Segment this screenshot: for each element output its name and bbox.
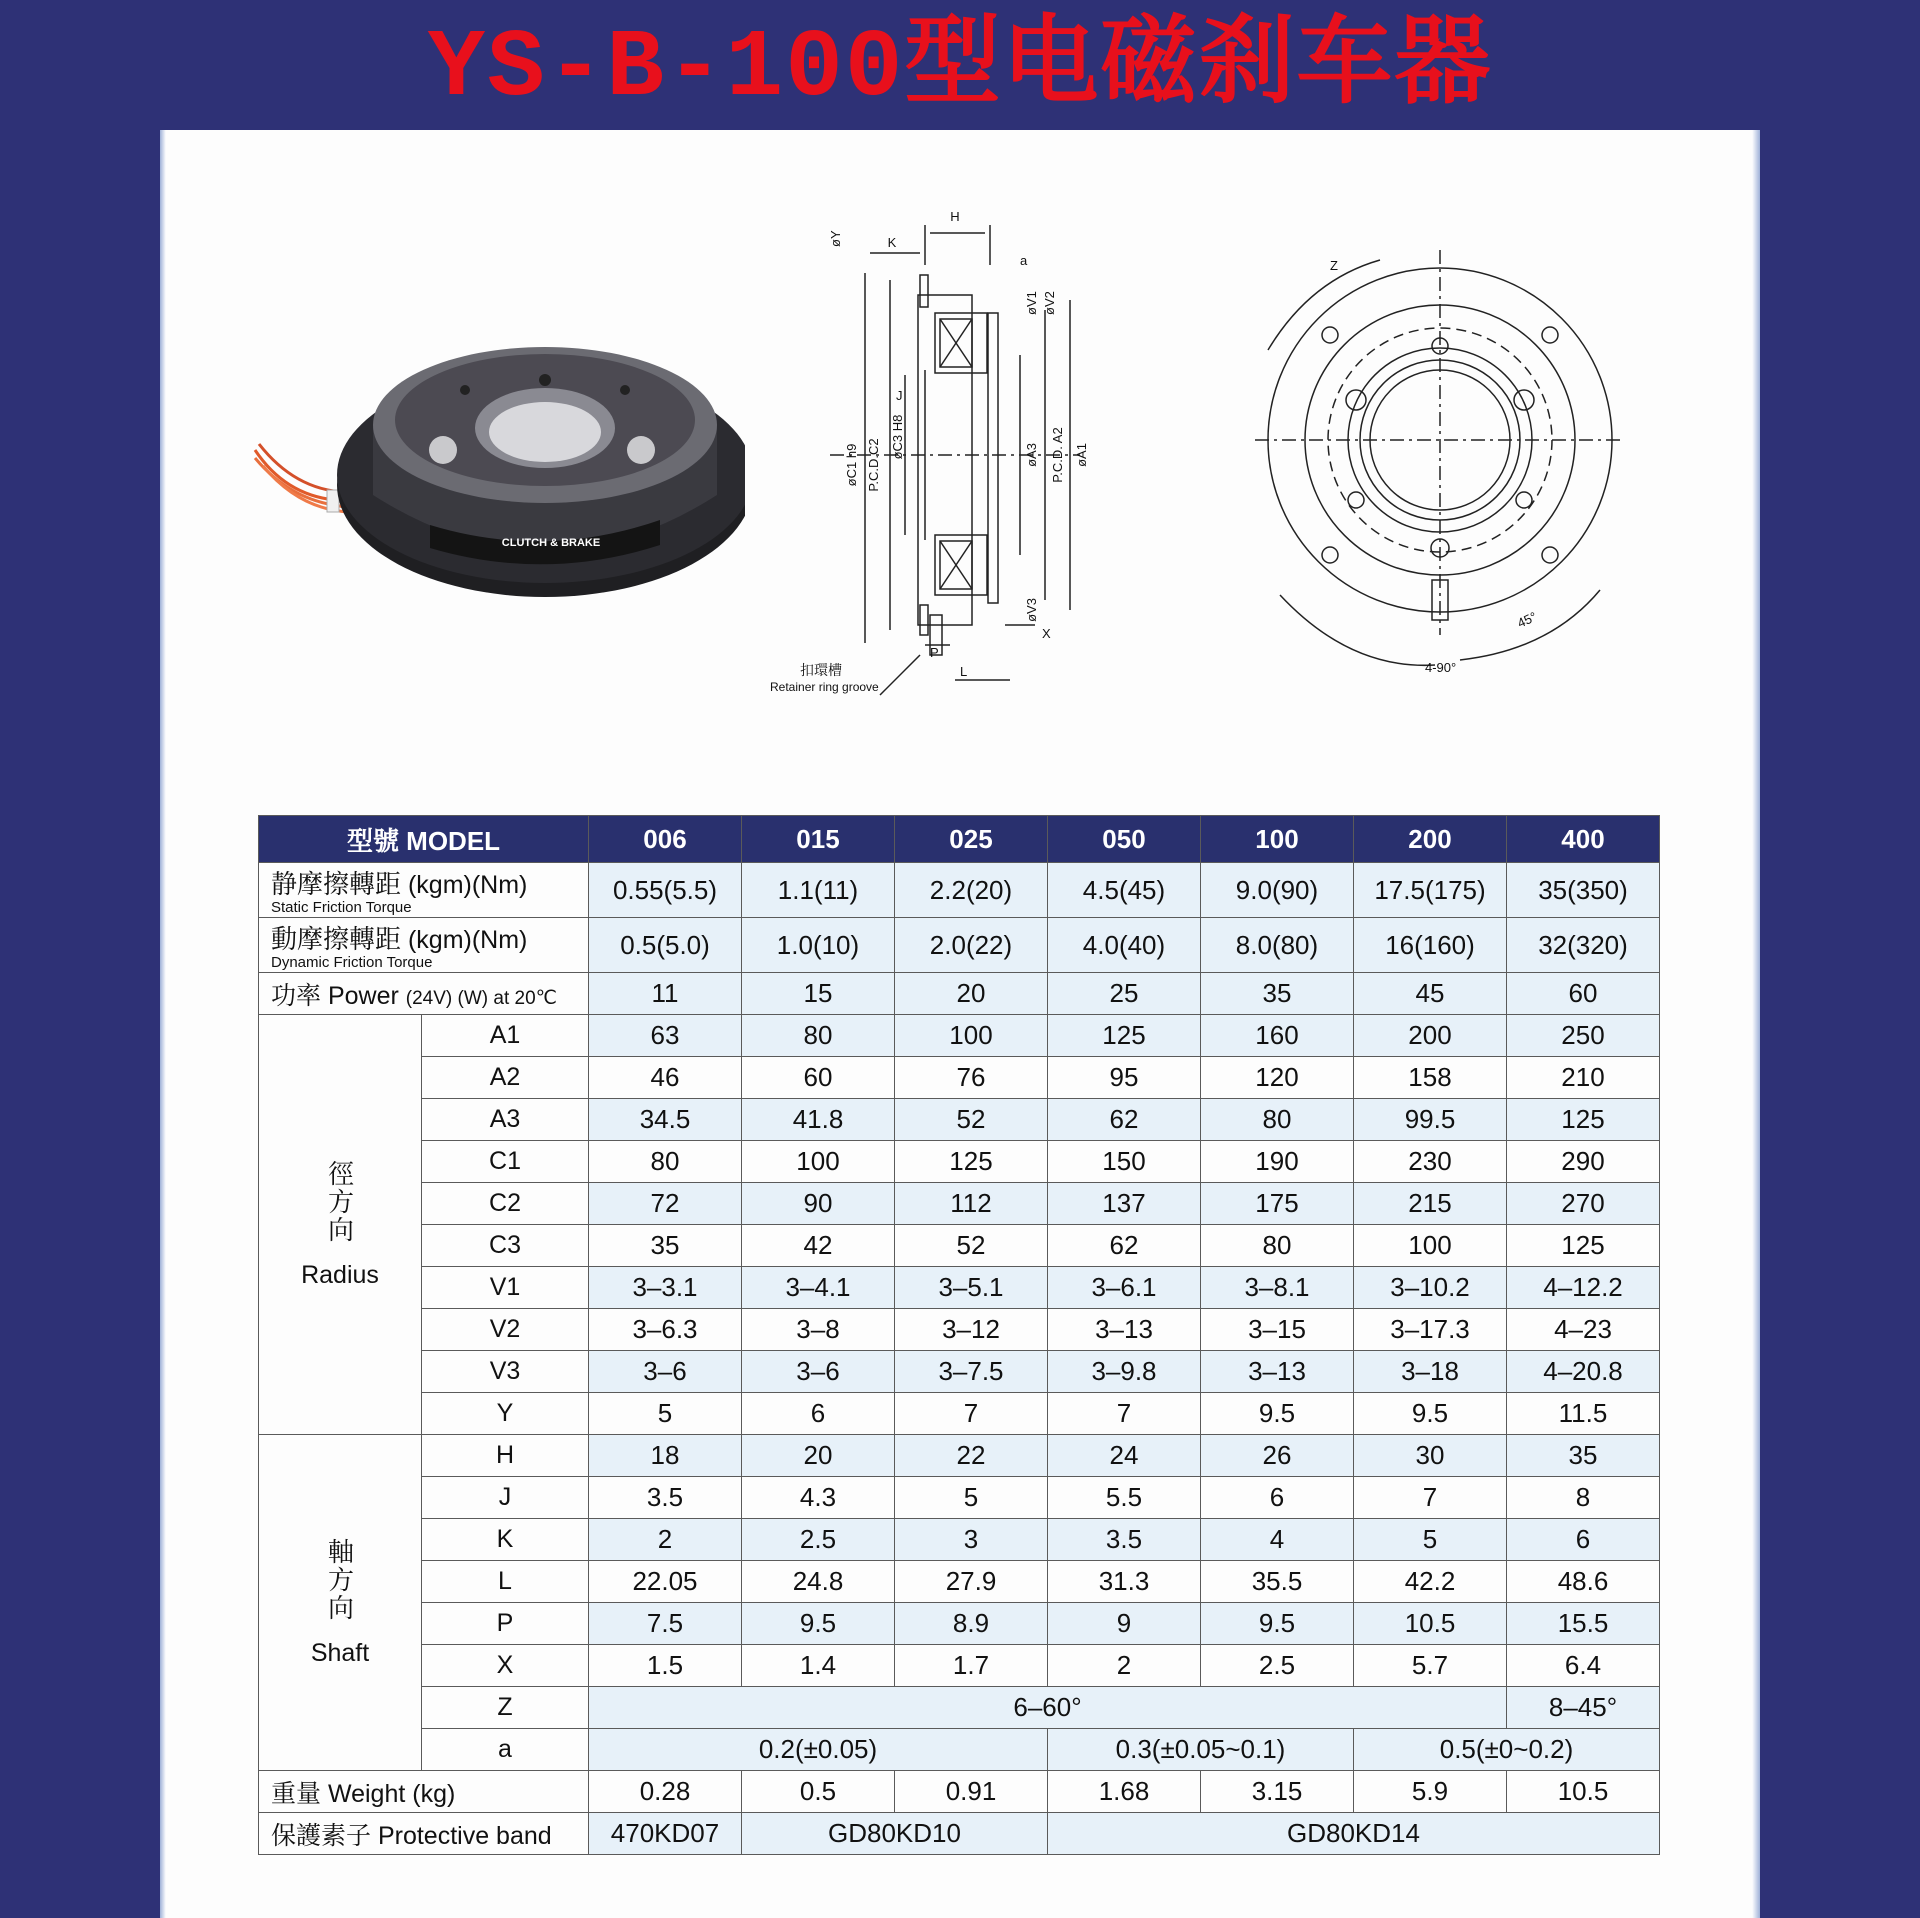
cell: 76 (895, 1057, 1048, 1099)
cell: 30 (1354, 1435, 1507, 1477)
dim-v3: øV3 (1024, 598, 1039, 622)
power-row (259, 973, 1660, 1015)
cell: GD80KD14 (1048, 1813, 1660, 1855)
cell: 4.0(40) (1048, 918, 1201, 973)
radius_group-label (259, 1015, 422, 1435)
cell: 3 (895, 1519, 1048, 1561)
dim-l: L (960, 664, 968, 679)
table-row (259, 1015, 1660, 1057)
cell: 63 (589, 1015, 742, 1057)
row-label: V1 (422, 1267, 589, 1309)
table-row (259, 1393, 1660, 1435)
cell: 4–20.8 (1507, 1351, 1660, 1393)
dim-j: J (896, 388, 903, 403)
cell: 5 (589, 1393, 742, 1435)
table-row (259, 1603, 1660, 1645)
radius_group-label-cn: 徑方向 (324, 1159, 355, 1244)
cell: 1.68 (1048, 1771, 1201, 1813)
cell: 200 (1354, 1015, 1507, 1057)
cell: 100 (895, 1015, 1048, 1057)
cell: 125 (1507, 1099, 1660, 1141)
cell: 1.1(11) (742, 863, 895, 918)
cell: 190 (1201, 1141, 1354, 1183)
cell: 99.5 (1354, 1099, 1507, 1141)
cell: 25 (1048, 973, 1201, 1015)
cell: 8 (1507, 1477, 1660, 1519)
band-label: 保護素子 Protective band (259, 1813, 589, 1855)
cell: 1.5 (589, 1645, 742, 1687)
table-row (259, 1099, 1660, 1141)
cell: 32(320) (1507, 918, 1660, 973)
cell: 8.9 (895, 1603, 1048, 1645)
row-label: A2 (422, 1057, 589, 1099)
cell: 5.5 (1048, 1477, 1201, 1519)
dynamic-torque-en: Dynamic Friction Torque (271, 954, 433, 971)
cell: 3.15 (1201, 1771, 1354, 1813)
dim-c3: øC3 H8 (890, 414, 905, 460)
cell: 0.5(5.0) (589, 918, 742, 973)
cell: 230 (1354, 1141, 1507, 1183)
cell: 137 (1048, 1183, 1201, 1225)
header-model: 型號 MODEL (259, 816, 589, 863)
radius_group-label-en: Radius (301, 1260, 379, 1289)
cell: 3.5 (1048, 1519, 1201, 1561)
shaft_group-label (259, 1435, 422, 1771)
cell: 7.5 (589, 1603, 742, 1645)
cell: 9.5 (742, 1603, 895, 1645)
cell: 3–6 (589, 1351, 742, 1393)
cell: 210 (1507, 1057, 1660, 1099)
cell: 0.5(±0~0.2) (1354, 1729, 1660, 1771)
cell: 7 (895, 1393, 1048, 1435)
cell: 22.05 (589, 1561, 742, 1603)
cell: 3–9.8 (1048, 1351, 1201, 1393)
header-model-400: 400 (1507, 816, 1660, 863)
side-section-drawing (770, 205, 1110, 705)
cell: 11.5 (1507, 1393, 1660, 1435)
cell: 15.5 (1507, 1603, 1660, 1645)
dynamic-torque-label (259, 918, 589, 973)
cell: 2.5 (742, 1519, 895, 1561)
cell: 215 (1354, 1183, 1507, 1225)
cell: 125 (1048, 1015, 1201, 1057)
cell: 20 (895, 973, 1048, 1015)
table-row (259, 1351, 1660, 1393)
static-torque-label (259, 863, 589, 918)
cell: 4–23 (1507, 1309, 1660, 1351)
cell: 2 (1048, 1645, 1201, 1687)
cell: 16(160) (1354, 918, 1507, 973)
header-row (259, 816, 1660, 863)
z-row (259, 1687, 1660, 1729)
dim-p: P (930, 645, 939, 660)
cell: 60 (742, 1057, 895, 1099)
cell: 52 (895, 1225, 1048, 1267)
cell: 3–3.1 (589, 1267, 742, 1309)
cell: 24.8 (742, 1561, 895, 1603)
a-row (259, 1729, 1660, 1771)
table-row (259, 1435, 1660, 1477)
cell: 62 (1048, 1099, 1201, 1141)
table-row (259, 1309, 1660, 1351)
groove-label-cn: 扣環槽 (800, 662, 842, 678)
dim-a1: øA1 (1074, 443, 1089, 467)
static-torque-cn: 静摩擦轉距 (271, 869, 402, 899)
cell: 35 (1507, 1435, 1660, 1477)
cell: 470KD07 (589, 1813, 742, 1855)
cell: 17.5(175) (1354, 863, 1507, 918)
cell: 9.0(90) (1201, 863, 1354, 918)
cell: 18 (589, 1435, 742, 1477)
cell: 80 (1201, 1225, 1354, 1267)
static-torque-row (259, 863, 1660, 918)
cell: 10.5 (1354, 1603, 1507, 1645)
static-torque-en: Static Friction Torque (271, 899, 412, 916)
cell: 9.5 (1201, 1393, 1354, 1435)
cell: 0.3(±0.05~0.1) (1048, 1729, 1354, 1771)
dim-v1: øV1 (1024, 291, 1039, 315)
table-row (259, 1183, 1660, 1225)
groove-label-en: Retainer ring groove (770, 680, 879, 694)
cell: 35.5 (1201, 1561, 1354, 1603)
dim-x: X (1042, 626, 1051, 641)
cell: 3–13 (1048, 1309, 1201, 1351)
cell: 31.3 (1048, 1561, 1201, 1603)
cell: 3–15 (1201, 1309, 1354, 1351)
static-torque-unit: (kgm)(Nm) (407, 871, 528, 899)
cell: 42.2 (1354, 1561, 1507, 1603)
row-label: V3 (422, 1351, 589, 1393)
cell: 6.4 (1507, 1645, 1660, 1687)
cell: 4.5(45) (1048, 863, 1201, 918)
table-row (259, 1057, 1660, 1099)
cell: 125 (1507, 1225, 1660, 1267)
row-label: P (422, 1603, 589, 1645)
header-model-050: 050 (1048, 816, 1201, 863)
cell: 3–17.3 (1354, 1309, 1507, 1351)
row-label: Y (422, 1393, 589, 1435)
power-label-text: 功率 Power (271, 981, 399, 1010)
cell: 3–6.3 (589, 1309, 742, 1351)
row-label: C3 (422, 1225, 589, 1267)
cell: 100 (742, 1141, 895, 1183)
row-label: a (422, 1729, 589, 1771)
cell: 250 (1507, 1015, 1660, 1057)
cell: 80 (742, 1015, 895, 1057)
spec-table (258, 815, 1660, 1855)
cell: 3–7.5 (895, 1351, 1048, 1393)
cell: 27.9 (895, 1561, 1048, 1603)
cell: 112 (895, 1183, 1048, 1225)
header-model-100: 100 (1201, 816, 1354, 863)
cell: 6 (1201, 1477, 1354, 1519)
cell: 22 (895, 1435, 1048, 1477)
row-label: L (422, 1561, 589, 1603)
cell: 3–5.1 (895, 1267, 1048, 1309)
cell: 0.55(5.5) (589, 863, 742, 918)
cell: 8–45° (1507, 1687, 1660, 1729)
page-title: YS-B-100型电磁刹车器 (427, 14, 1493, 123)
cell: 9 (1048, 1603, 1201, 1645)
cell: 4–12.2 (1507, 1267, 1660, 1309)
cell: 42 (742, 1225, 895, 1267)
brake-photo (245, 320, 745, 620)
dim-y: øY (828, 230, 843, 247)
row-label: H (422, 1435, 589, 1477)
cell: 4.3 (742, 1477, 895, 1519)
cell: 9.5 (1201, 1603, 1354, 1645)
cell: 270 (1507, 1183, 1660, 1225)
dynamic-torque-cn: 動摩擦轉距 (271, 924, 402, 954)
shaft_group-label-en: Shaft (310, 1638, 370, 1667)
photo-label: CLUTCH & BRAKE (501, 537, 601, 549)
cell: 45 (1354, 973, 1507, 1015)
angle-45: 45° (1514, 608, 1540, 631)
cell: 7 (1354, 1477, 1507, 1519)
dim-a2: P.C.D. A2 (1050, 427, 1065, 483)
table-row (259, 1141, 1660, 1183)
cell: 3–13 (1201, 1351, 1354, 1393)
cell: 15 (742, 973, 895, 1015)
front-view-drawing (1250, 240, 1630, 700)
row-label: K (422, 1519, 589, 1561)
cell: 8.0(80) (1201, 918, 1354, 973)
cell: 4 (1201, 1519, 1354, 1561)
dim-c2: P.C.D.C2 (866, 438, 881, 492)
power-label (259, 973, 589, 1015)
weight-row (259, 1771, 1660, 1813)
cell: 3–6.1 (1048, 1267, 1201, 1309)
cell: 160 (1201, 1015, 1354, 1057)
cell: 62 (1048, 1225, 1201, 1267)
header-model-006: 006 (589, 816, 742, 863)
cell: 41.8 (742, 1099, 895, 1141)
cell: 60 (1507, 973, 1660, 1015)
cell: 35 (589, 1225, 742, 1267)
dynamic-torque-row (259, 918, 1660, 973)
cell: 6–60° (589, 1687, 1507, 1729)
cell: 11 (589, 973, 742, 1015)
dim-z: Z (1330, 258, 1338, 273)
cell: GD80KD10 (742, 1813, 1048, 1855)
cell: 1.7 (895, 1645, 1048, 1687)
cell: 34.5 (589, 1099, 742, 1141)
dim-a3: øA3 (1024, 443, 1039, 467)
cell: 26 (1201, 1435, 1354, 1477)
cell: 10.5 (1507, 1771, 1660, 1813)
cell: 9.5 (1354, 1393, 1507, 1435)
cell: 5.7 (1354, 1645, 1507, 1687)
cell: 3–12 (895, 1309, 1048, 1351)
cell: 6 (742, 1393, 895, 1435)
cell: 5.9 (1354, 1771, 1507, 1813)
cell: 0.2(±0.05) (589, 1729, 1048, 1771)
cell: 3–8 (742, 1309, 895, 1351)
shaft_group-label-cn: 軸方向 (324, 1537, 355, 1622)
row-label: C1 (422, 1141, 589, 1183)
table-row (259, 1519, 1660, 1561)
cell: 0.28 (589, 1771, 742, 1813)
cell: 80 (1201, 1099, 1354, 1141)
cell: 72 (589, 1183, 742, 1225)
header-model-025: 025 (895, 816, 1048, 863)
dynamic-torque-unit: (kgm)(Nm) (407, 926, 528, 954)
cell: 35(350) (1507, 863, 1660, 918)
cell: 3.5 (589, 1477, 742, 1519)
cell: 2.2(20) (895, 863, 1048, 918)
cell: 175 (1201, 1183, 1354, 1225)
cell: 3–6 (742, 1351, 895, 1393)
cell: 90 (742, 1183, 895, 1225)
row-label: X (422, 1645, 589, 1687)
cell: 3–8.1 (1201, 1267, 1354, 1309)
cell: 6 (1507, 1519, 1660, 1561)
weight-label: 重量 Weight (kg) (259, 1771, 589, 1813)
cell: 158 (1354, 1057, 1507, 1099)
angle-4-90: 4-90° (1425, 660, 1457, 675)
row-label: C2 (422, 1183, 589, 1225)
table-row (259, 1645, 1660, 1687)
cell: 290 (1507, 1141, 1660, 1183)
row-label: A3 (422, 1099, 589, 1141)
row-label: Z (422, 1687, 589, 1729)
cell: 80 (589, 1141, 742, 1183)
cell: 2.5 (1201, 1645, 1354, 1687)
row-label: J (422, 1477, 589, 1519)
table-row (259, 1477, 1660, 1519)
cell: 0.5 (742, 1771, 895, 1813)
cell: 5 (1354, 1519, 1507, 1561)
power-unit: (24V) (W) at 20℃ (405, 987, 557, 1009)
cell: 7 (1048, 1393, 1201, 1435)
dim-a: a (1020, 253, 1028, 268)
header-model-200: 200 (1354, 816, 1507, 863)
band-row (259, 1813, 1660, 1855)
cell: 24 (1048, 1435, 1201, 1477)
cell: 100 (1354, 1225, 1507, 1267)
dim-k: K (887, 235, 897, 250)
cell: 2.0(22) (895, 918, 1048, 973)
cell: 46 (589, 1057, 742, 1099)
cell: 1.0(10) (742, 918, 895, 973)
table-row (259, 1561, 1660, 1603)
dim-v2: øV2 (1042, 291, 1057, 315)
table-row (259, 1267, 1660, 1309)
cell: 3–10.2 (1354, 1267, 1507, 1309)
cell: 3–4.1 (742, 1267, 895, 1309)
cell: 125 (895, 1141, 1048, 1183)
cell: 3–18 (1354, 1351, 1507, 1393)
cell: 0.91 (895, 1771, 1048, 1813)
cell: 35 (1201, 973, 1354, 1015)
table-row (259, 1225, 1660, 1267)
header-model-015: 015 (742, 816, 895, 863)
cell: 20 (742, 1435, 895, 1477)
cell: 120 (1201, 1057, 1354, 1099)
cell: 52 (895, 1099, 1048, 1141)
dim-c1: øC1 h9 (844, 443, 859, 487)
cell: 48.6 (1507, 1561, 1660, 1603)
cell: 1.4 (742, 1645, 895, 1687)
cell: 150 (1048, 1141, 1201, 1183)
cell: 95 (1048, 1057, 1201, 1099)
cell: 2 (589, 1519, 742, 1561)
row-label: V2 (422, 1309, 589, 1351)
row-label: A1 (422, 1015, 589, 1057)
dim-h: H (950, 209, 960, 224)
cell: 5 (895, 1477, 1048, 1519)
